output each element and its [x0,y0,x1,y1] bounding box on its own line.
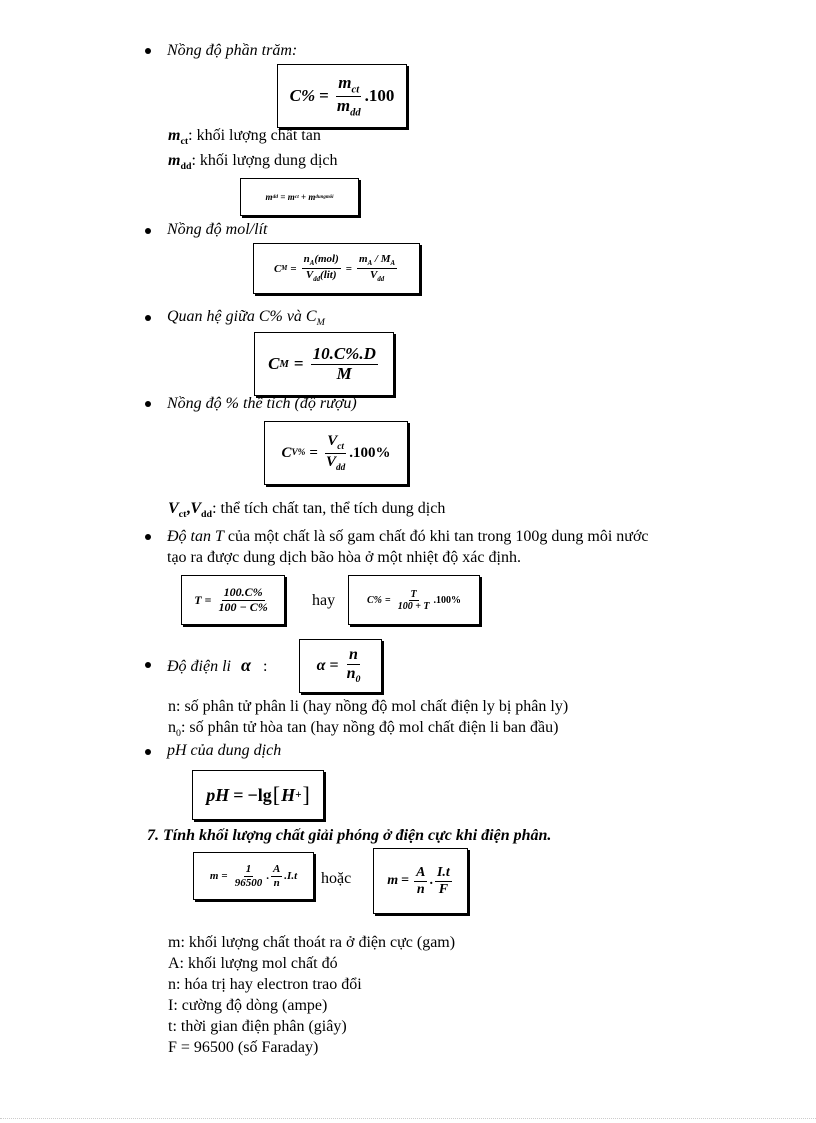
electrolysis-heading: 7. Tính khối lượng chất giải phóng ở điện cực khi điện phân. [147,827,552,844]
electrolysis-def: n: hóa trị hay electron trao đổi [168,976,362,993]
solubility-formula-1: T = $\frac{100.C\%}{100 - C\%}$ [181,575,285,625]
relation-formula: C M = $\frac{10.C\%.D}{M}$ [254,332,394,396]
def-mct: $m_{ct}$: khối lượng chất tan [168,127,321,148]
electrolysis-def: t: thời gian điện phân (giây) [168,1018,347,1035]
relation-heading: Quan hệ giữa C% và $C_M$ [167,308,325,329]
molarity-heading: Nồng độ mol/lít [167,221,268,238]
def-volume: $V_{ct},V_{dd}$: thể tích chất tan, thể tích dung dịch [168,500,446,521]
alpha-symbol: α [241,655,251,675]
molarity-formula: C M = $\frac{n_A(mol)}{V_{dd}(lit)}$ = $\frac{m_A / M_A}{V_{dd}}$ [253,243,420,294]
def-n0: $n_0$: số phân tử hòa tan (hay nồng độ mol chất điện li ban đầu) [168,719,559,740]
bullet [145,662,151,668]
bullet [145,228,151,234]
def-mdd: $m_{dd}$: khối lượng dung dịch [168,152,338,173]
ph-heading: pH của dung dịch [167,742,282,759]
solubility-formula-2: C% = $\frac{T}{100 + T}$ .100% [348,575,480,625]
electrolysis-formula-2: m = $\frac{A}{n}$ . $\frac{I.t}{F}$ [373,848,468,914]
bullet [145,534,151,540]
def-n: n: số phân tử phân li (hay nồng độ mol chất điện ly bị phân ly) [168,698,569,715]
bullet [145,749,151,755]
volume-percent-formula: C V% = $\frac{V_{ct}}{V_{dd}}$ .100% [264,421,408,485]
electrolysis-def: I: cường độ dòng (ampe) [168,997,328,1014]
fraction: $\frac{m_{ct}}{m_{dd}}$ [336,72,361,118]
ph-formula: pH = −lg [ H + ] [192,770,324,820]
electrolysis-def: A: khối lượng mol chất đó [168,955,338,972]
or-text: hoặc [321,870,352,887]
dissociation-heading: Độ điện li α : [167,655,268,675]
bullet [145,48,151,54]
formula-tail: .100 [364,86,395,105]
mass-percent-heading: Nồng độ phần trăm: [167,42,298,59]
or-text: hay [312,592,336,609]
electrolysis-def: F = 96500 (số Faraday) [168,1039,319,1056]
solubility-line2: tạo ra được dung dịch bão hòa ở một nhiệt độ xác định. [167,549,521,566]
volume-percent-heading: Nồng độ % thể tích (độ rượu) [167,395,357,412]
mass-percent-formula: C% = $\frac{m_{ct}}{m_{dd}}$ .100 [277,64,407,128]
page-bottom-divider [0,1118,816,1119]
bullet [145,315,151,321]
dissociation-formula: α = $\frac{n}{n_0}$ [299,639,382,693]
mass-sum-formula: m dd = m ct + m dungmôi [240,178,359,216]
formula-lhs: C% [289,86,316,105]
electrolysis-formula-1: m = $\frac{1}{96500}$ . $\frac{A}{n}$ .I.t [193,852,314,900]
electrolysis-def: m: khối lượng chất thoát ra ở điện cực (gam) [168,934,456,951]
solubility-line1: Độ tan T của một chất là số gam chất đó khi tan trong 100g dung môi nước [167,528,649,545]
bullet [145,401,151,407]
